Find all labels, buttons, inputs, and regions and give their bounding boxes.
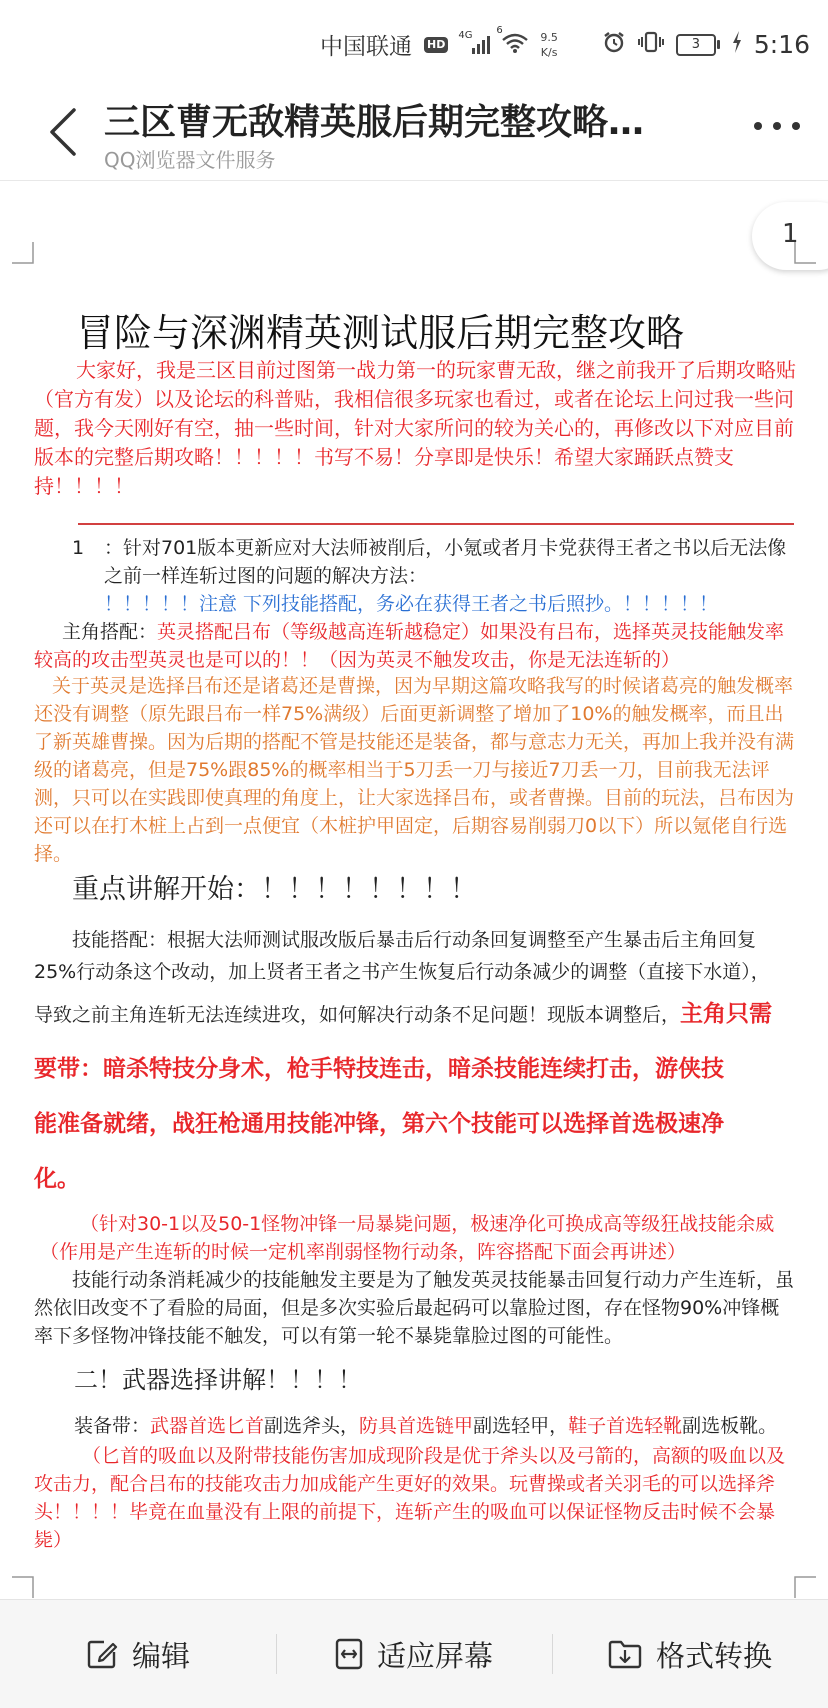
status-bar bbox=[0, 0, 828, 92]
document-title: 冒险与深渊精英测试服后期完整攻略 bbox=[76, 311, 685, 355]
charging-icon bbox=[732, 31, 742, 59]
divider-line bbox=[78, 523, 794, 525]
skill-red-a: 主角只需 bbox=[680, 1001, 773, 1027]
equipment-line bbox=[74, 1412, 804, 1440]
equip-shoes-primary: 鞋子首选轻靴 bbox=[568, 1415, 683, 1437]
speed-value: 9.5 bbox=[540, 30, 558, 44]
intro-paragraph: 大家好，我是三区目前过图第一战力第一的玩家曹无敌，继之前我开了后期攻略贴（官方有发）以及论坛的科普贴，我相信很多玩家也看过，或者在论坛上问过我一些问题，我今天刚好有空，抽一些时间，针对大家所问的较为关心的，再修改以下对应目前版本的完整后期攻略！！！！！书写不易！分享即是快乐！希望大家踊跃点赞支持！！！！ bbox=[34, 358, 796, 498]
equipment-note: （匕首的吸血以及附带技能伤害加成现阶段是优于斧头以及弓箭的，高额的吸血以及攻击力，配合吕布的技能攻击力加成能产生更好的效果。玩曹操或者关羽毛的可以选择斧头！！！！毕竟在血量没有上限的前提下，连斩产生的吸血可以保证怪物反击时候不会暴毙） bbox=[34, 1445, 786, 1551]
main-text: 英灵搭配吕布（等级越高连斩越稳定）如果没有吕布，选择英灵技能触发率较高的攻击型英灵也是可以的！！（因为英灵不触发攻击，你是无法连斩的） bbox=[34, 621, 785, 671]
skill-explain: 技能行动条消耗减少的技能触发主要是为了触发英灵技能暴击回复行动力产生连斩，虽然依旧改变不了看脸的局面，但是多次实验后最起码可以靠脸过图，存在怪物90%冲锋概率下多怪物冲锋技能不触发，可以有第一轮不暴毙靠脸过图的可能性。 bbox=[34, 1269, 795, 1347]
back-arrow-icon bbox=[44, 104, 84, 160]
more-icon bbox=[752, 118, 802, 134]
speed-unit: K/s bbox=[540, 45, 558, 59]
network-type-4g: 4G bbox=[458, 29, 473, 41]
item-1-text: ：针对701版本更新应对大法师被削后，小氪或者月卡党获得王者之书以后无法像之前一样连斩过图的问题的解决方法： bbox=[104, 537, 787, 587]
fit-screen-label: 适应屏幕 bbox=[376, 1638, 493, 1673]
equip-weapon-secondary: 副选斧头， bbox=[264, 1415, 360, 1437]
equip-label: 装备带： bbox=[74, 1415, 151, 1437]
spirit-paragraph: 关于英灵是选择吕布还是诸葛还是曹操，因为早期这篇攻略我写的时候诸葛亮的触发概率还没有调整（原先跟吕布一样75%满级）后面更新调整了增加了10%的触发概率，而且出了新英雄曹操。因为后期的搭配不管是技能还是装备，都与意志力无关，再加上我并没有满级的诸葛亮，但是75%跟85%的概率相当于5刀丢一刀与接近7刀丢一刀，目前我无法评测，只可以在实践即使真理的角度上，让大家选择吕布，或者曹操。目前的玩法，吕布因为还可以在打木桩上占到一点便宜（木桩护甲固定，后期容易削弱刀0以下）所以氪佬自行选择。 bbox=[34, 675, 795, 865]
hd-icon: HD bbox=[424, 37, 448, 53]
format-convert-icon bbox=[608, 1639, 642, 1669]
carrier-name: 中国联通 bbox=[320, 34, 413, 60]
file-title: 三区曹无敌精英服后期完整攻略… bbox=[104, 102, 645, 143]
network-speed bbox=[540, 30, 558, 60]
vibrate-icon bbox=[638, 30, 664, 60]
equip-armor-secondary: 副选轻甲， bbox=[473, 1415, 569, 1437]
edit-label: 编辑 bbox=[131, 1638, 190, 1673]
edit-button[interactable] bbox=[0, 1600, 276, 1708]
page-corner-mark bbox=[12, 1576, 34, 1598]
battery-level: 3 bbox=[676, 34, 716, 56]
format-convert-label: 格式转换 bbox=[655, 1638, 772, 1673]
section-1-heading: 重点讲解开始：！！！！！！！！ bbox=[72, 874, 477, 905]
skill-paragraph: 技能搭配：根据大法师测试服改版后暴击后行动条回复调整至产生暴击后主角回复25%行动条这个改动，加上贤者王者之书产生恢复后行动条减少的调整（直接下水道）， bbox=[34, 929, 770, 983]
main-label: 主角搭配： bbox=[62, 621, 158, 643]
wifi-type-6: 6 bbox=[496, 24, 503, 36]
edit-icon bbox=[86, 1638, 118, 1670]
file-source: QQ浏览器文件服务 bbox=[104, 148, 276, 172]
document-page[interactable] bbox=[0, 180, 828, 1600]
page-corner-mark bbox=[12, 242, 34, 264]
bottom-toolbar bbox=[0, 1599, 828, 1708]
clock-time: 5:16 bbox=[753, 30, 810, 59]
item-1-number: 1 bbox=[72, 537, 85, 559]
app-header bbox=[0, 92, 828, 181]
back-button[interactable] bbox=[44, 104, 84, 160]
section-2-heading: 二！武器选择讲解！！！！ bbox=[74, 1366, 362, 1394]
skill-red-d: 化。 bbox=[34, 1166, 80, 1192]
equip-shoes-secondary: 副选板靴。 bbox=[682, 1415, 778, 1437]
fit-screen-icon bbox=[335, 1638, 363, 1670]
page-corner-mark bbox=[794, 1576, 816, 1598]
equip-weapon-primary: 武器首选匕首 bbox=[150, 1415, 265, 1437]
fit-screen-button[interactable] bbox=[276, 1600, 552, 1708]
format-convert-button[interactable] bbox=[552, 1600, 828, 1708]
skill-red-b: 要带：暗杀特技分身术，枪手特技连击，暗杀技能连续打击，游侠技 bbox=[34, 1056, 724, 1082]
skill-red-c: 能准备就绪，战狂枪通用技能冲锋，第六个技能可以选择首选极速净 bbox=[34, 1111, 724, 1137]
skill-note: （针对30-1以及50-1怪物冲锋一局暴毙问题，极速净化可换成高等级狂战技能余威（作用是产生连斩的时候一定机率削弱怪物行动条，阵容搭配下面会再讲述） bbox=[40, 1213, 775, 1263]
page-corner-mark bbox=[794, 242, 816, 264]
notice-line: ！！！！！注意 下列技能搭配，务必在获得王者之书后照抄。！！！！！ bbox=[104, 593, 719, 615]
alarm-icon bbox=[602, 30, 626, 60]
equip-armor-primary: 防具首选链甲 bbox=[359, 1415, 474, 1437]
skill-text-2: 导致之前主角连斩无法连续进攻，如何解决行动条不足问题！现版本调整后， bbox=[34, 1004, 681, 1026]
item-1 bbox=[70, 534, 798, 590]
wifi-icon bbox=[496, 24, 528, 59]
battery-icon bbox=[676, 34, 720, 56]
main-character-paragraph bbox=[34, 618, 796, 674]
signal-icon bbox=[458, 29, 490, 54]
more-button[interactable] bbox=[752, 118, 802, 134]
skill-paragraph-red bbox=[34, 986, 796, 1207]
page-number: 1 bbox=[782, 219, 799, 249]
